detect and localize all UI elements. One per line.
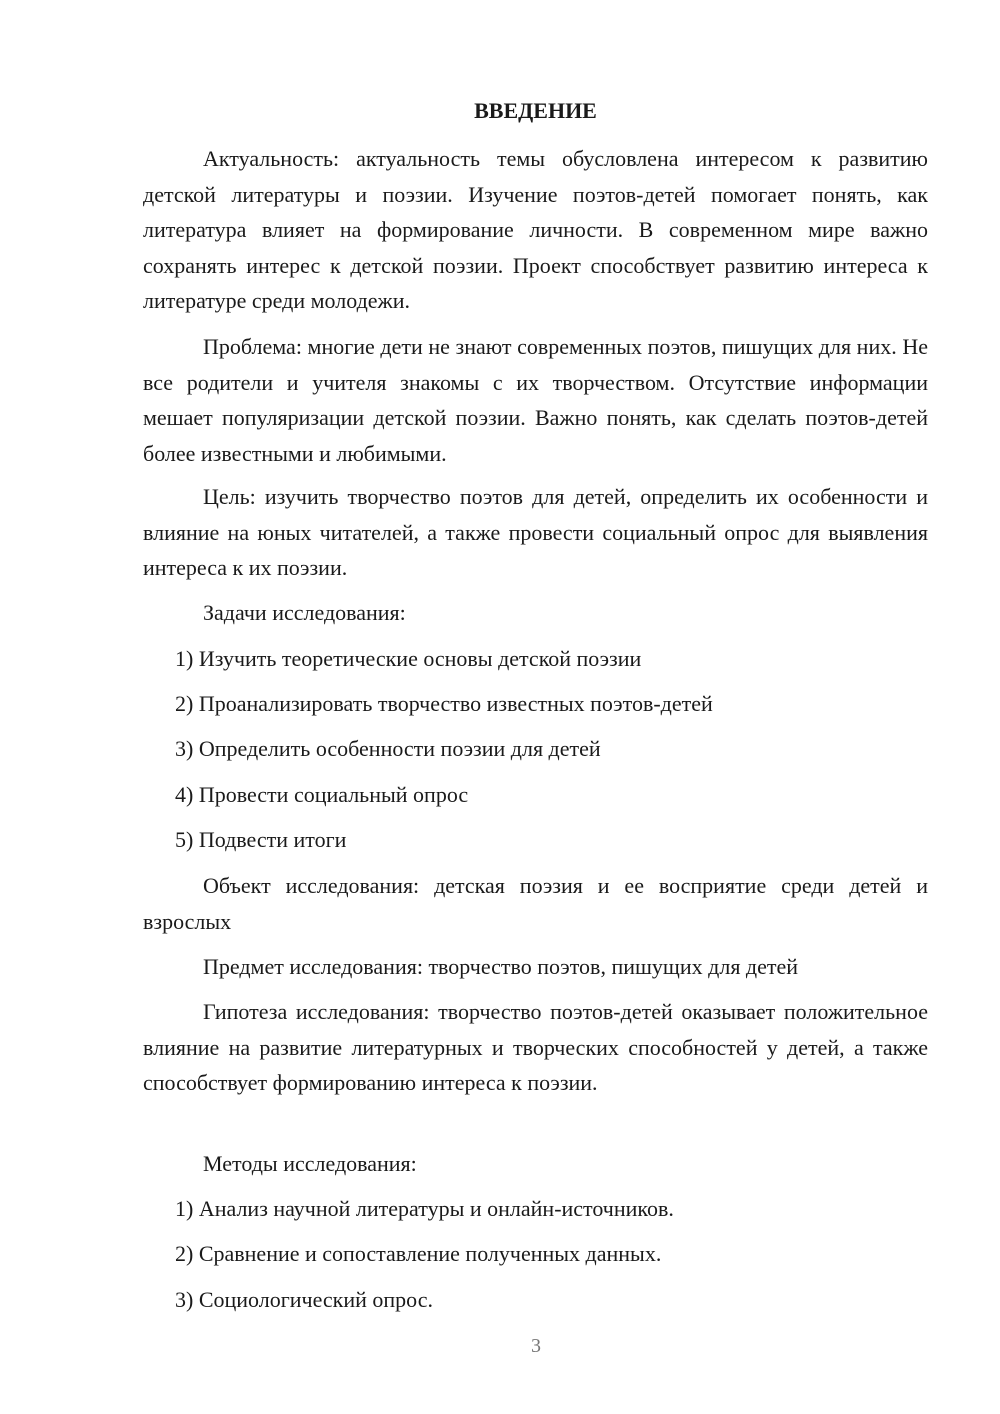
method-item: 3) Социологический опрос. <box>175 1287 433 1312</box>
method-item: 1) Анализ научной литературы и онлайн-источников. <box>175 1196 674 1221</box>
page-number: 3 <box>531 1335 541 1357</box>
task-item: 3) Определить особенности поэзии для детей <box>175 736 601 761</box>
task-item: 5) Подвести итоги <box>175 827 347 852</box>
object-paragraph: Объект исследования: детская поэзия и ее восприятие среди детей и взрослых <box>143 873 928 934</box>
task-item: 2) Проанализировать творчество известных поэтов-детей <box>175 691 713 716</box>
task-item: 4) Провести социальный опрос <box>175 782 469 807</box>
tasks-heading: Задачи исследования: <box>203 600 406 625</box>
hypothesis-paragraph: Гипотеза исследования: творчество поэтов-детей оказывает положительное влияние на развитие литературных и творческих способностей у детей, а также способствует формированию интереса к поэзии. <box>143 999 928 1095</box>
page-title: ВВЕДЕНИЕ <box>474 98 597 123</box>
goal-paragraph: Цель: изучить творчество поэтов для детей, определить их особенности и влияние на юных читателей, а также провести социальный опрос для выявления интереса к их поэзии. <box>143 484 928 580</box>
methods-heading: Методы исследования: <box>203 1151 417 1176</box>
method-item: 2) Сравнение и сопоставление полученных данных. <box>175 1241 662 1266</box>
task-item: 1) Изучить теоретические основы детской поэзии <box>175 646 642 671</box>
subject-paragraph: Предмет исследования: творчество поэтов, пишущих для детей <box>203 954 799 979</box>
problem-paragraph: Проблема: многие дети не знают современных поэтов, пишущих для них. Не все родители и учителя знакомы с их творчеством. Отсутствие информации мешает популяризации детской поэзии. Важно понять, как сделать поэтов-детей более известными и любимыми. <box>143 334 928 466</box>
relevance-paragraph: Актуальность: актуальность темы обусловлена интересом к развитию детской литературы и поэзии. Изучение поэтов-детей помогает понять, как литература влияет на формирование личности. В современном мире важно сохранять интерес к детской поэзии. Проект способствует развитию интереса к литературе среди молодежи. <box>143 146 928 313</box>
